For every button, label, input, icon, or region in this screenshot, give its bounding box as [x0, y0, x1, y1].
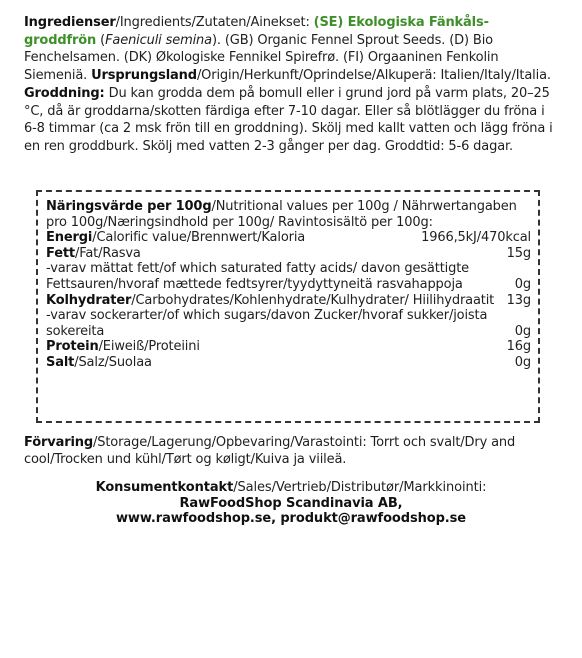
product-translations: (GB) Organic Fennel Sprout Seeds. (D) Bio Fenchelsamen. (DK) Økologiske Fennikel Spirefrø. (FI) Orgaaninen Fenkolin Siemeniä. [24, 32, 499, 84]
origin-label: Ursprungsland [91, 68, 197, 84]
contact-label: Konsumentkontakt [95, 480, 234, 495]
nutrition-row-sugars [46, 308, 531, 339]
carbs-label: Kolhydrater [46, 292, 132, 308]
product-name: (SE) Ekologiska Fänkåls-groddfrön [24, 15, 489, 48]
fat-label: Fett [46, 245, 75, 261]
nutrition-row-energy [46, 230, 531, 246]
nutrition-table [36, 190, 540, 423]
nutrition-row-salt [46, 355, 531, 371]
latin-name: Faeniculi semina [105, 32, 212, 48]
nutrition-header-translations: /Nutritional values per 100g / Nährwertangaben pro 100g/Næringsindhold per 100g/ Ravintosisältö per 100g: [46, 199, 517, 230]
contact-section [0, 480, 582, 527]
salt-label: Salt [46, 354, 75, 370]
nutrition-row-saturated [46, 261, 531, 292]
protein-label: Protein [46, 339, 99, 355]
nutrition-row-fat [46, 246, 531, 262]
salt-value: 0g [514, 354, 531, 370]
storage-text: /Storage/Lagerung/Opbevaring/Varastointi: Torrt och svalt/Dry and cool/Trocken und kühl/Tørt og køligt/Kuiva ja viileä. [24, 435, 516, 467]
nutrition-header [46, 199, 531, 230]
nutrition-header-label: Näringsvärde per 100g [46, 199, 212, 214]
sprouting-label: Groddning: [24, 85, 105, 101]
ingredients-section: Ingredienser/Ingredients/Zutaten/Ainekset: (SE) Ekologiska Fänkåls-groddfrön (Faeniculi semina). (GB) Organic Fennel Sprout Seeds. (D) Bio Fenchelsamen. (DK) Økologiske Fennikel Spirefrø. (FI) Orgaaninen Fenkolin Siemeniä. Ursprungsland/Origin/Herkunft/Oprindelse/Alkuperä: Italien/Italy/Italia. Groddning: Du kan grodda dem på bomull eller i grund jord på varm plats, 20–25 °C, då är groddarna/skotten färdiga efter 7-10 dagar. Eller så blötlägger du fröna i 6-8 timmar (ca 2 msk frön till en groddning). Skölj med kallt vatten och lägg fröna i en ren groddburk. Skölj med vatten 2-3 gånger per dag. Groddtid: 5-6 dagar. [24, 15, 553, 154]
protein-value: 16g [506, 339, 531, 355]
saturated-value: 0g [514, 276, 531, 292]
protein-translations: /Eiweiß/Proteiini [98, 339, 200, 355]
ingredients-label: Ingredienser [24, 15, 116, 30]
nutrition-row-protein [46, 339, 531, 355]
carbs-translations: /Carbohydrates/Kohlenhydrate/Kulhydrater/ Hiilihydraatit [131, 292, 495, 308]
carbs-value: 13g [506, 292, 531, 308]
energy-translations: /Calorific value/Brennwert/Kaloria [92, 230, 306, 246]
fat-value: 15g [506, 245, 531, 261]
origin-text: /Origin/Herkunft/Oprindelse/Alkuperä: Italien/Italy/Italia. [196, 68, 551, 84]
nutrition-row-carbs [46, 293, 531, 309]
ingredients-label-translations: /Ingredients/Zutaten/Ainekset: [115, 15, 310, 30]
contact-label-translations: /Sales/Vertrieb/Distributør/Markkinointi: [233, 480, 487, 495]
salt-translations: /Salz/Suolaa [74, 354, 152, 370]
storage-label: Förvaring [24, 435, 94, 450]
energy-value: 1966,5kJ/470kcal [421, 230, 531, 246]
sprouting-text: Du kan grodda dem på bomull eller i grund jord på varm plats, 20–25 °C, då är groddarna/skotten färdiga efter 7-10 dagar. Eller så blötlägger du fröna i 6-8 timmar (ca 2 msk frön till en groddning). Skölj med kallt vatten och lägg fröna i en ren groddburk. Skölj med vatten 2-3 gånger per dag. Groddtid: 5-6 dagar. [24, 85, 553, 154]
company-name: RawFoodShop Scandinavia AB, [179, 495, 403, 511]
energy-label: Energi [46, 230, 93, 246]
sugars-value: 0g [514, 323, 531, 339]
web-email: www.rawfoodshop.se, produkt@rawfoodshop.se [116, 511, 466, 526]
saturated-label: -varav mättat fett/of which saturated fatty acids/ davon gesättigte Fettsauren/hvoraf mættede fedtsyrer/tyydyttyneitä rasvahappoja [46, 261, 469, 292]
fat-translations: /Fat/Rasva [75, 245, 141, 261]
storage-section [24, 434, 560, 468]
sugars-label: -varav sockerarter/of which sugars/davon Zucker/hvoraf sukker/joista sokereita [46, 308, 488, 339]
